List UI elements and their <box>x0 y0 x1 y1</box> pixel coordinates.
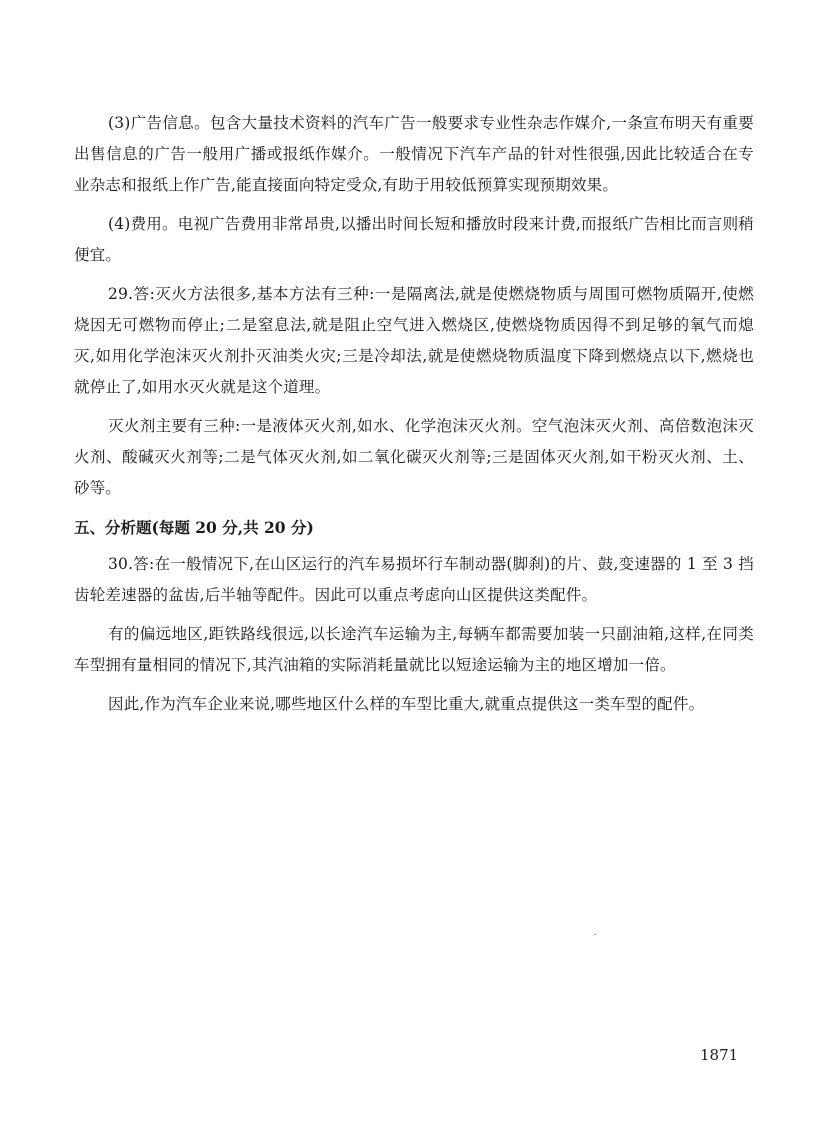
paragraph-cost: (4)费用。电视广告费用非常昂贵,以播出时间长短和播放时段来计费,而报纸广告相比而言则稍便宜。 <box>74 215 754 264</box>
document-body <box>74 108 754 728</box>
paragraph-remote-areas: 有的偏远地区,距铁路线很远,以长途汽车运输为主,每辆车都需要加装一只副油箱,这样,在同类车型拥有量相同的情况下,其汽油箱的实际消耗量就比以短途运输为主的地区增加一倍。 <box>74 625 754 674</box>
paragraph-extinguishing-agents: 灭火剂主要有三种:一是液体灭火剂,如水、化学泡沫灭火剂。空气泡沫灭火剂、高倍数泡沫灭火剂、酸碱灭火剂等;二是气体灭火剂,如二氧化碳灭火剂等;三是固体灭火剂,如干粉灭火剂、土、砂等。 <box>74 417 754 497</box>
page-number: 1871 <box>700 1046 739 1064</box>
paragraph-answer-30: 30.答:在一般情况下,在山区运行的汽车易损坏行车制动器(脚刹)的片、鼓,变速器的 1 至 3 挡齿轮差速器的盆齿,后半轴等配件。因此可以重点考虑向山区提供这类配件。 <box>74 555 754 604</box>
paragraph-answer-29: 29.答:灭火方法很多,基本方法有三种:一是隔离法,就是使燃烧物质与周围可燃物质隔开,使燃烧因无可燃物而停止;二是窒息法,就是阻止空气进入燃烧区,使燃烧物质因得不到足够的氧气而熄灭,如用化学泡沫灭火剂扑灭油类火灾;三是冷却法,就是使燃烧物质温度下降到燃烧点以下,燃烧也就停止了,如用水灭火就是这个道理。 <box>74 285 754 396</box>
scan-speck <box>594 934 596 935</box>
paragraph-ad-information: (3)广告信息。包含大量技术资料的汽车广告一般要求专业性杂志作媒介,一条宣布明天有重要出售信息的广告一般用广播或报纸作媒介。一般情况下汽车产品的针对性很强,因此比较适合在专业杂志和报纸上作广告,能直接面向特定受众,有助于用较低预算实现预期效果。 <box>74 114 754 194</box>
paragraph-conclusion: 因此,作为汽车企业来说,哪些地区什么样的车型比重大,就重点提供这一类车型的配件。 <box>108 695 705 713</box>
section-heading-analysis: 五、分析题(每题 20 分,共 20 分) <box>74 518 314 537</box>
